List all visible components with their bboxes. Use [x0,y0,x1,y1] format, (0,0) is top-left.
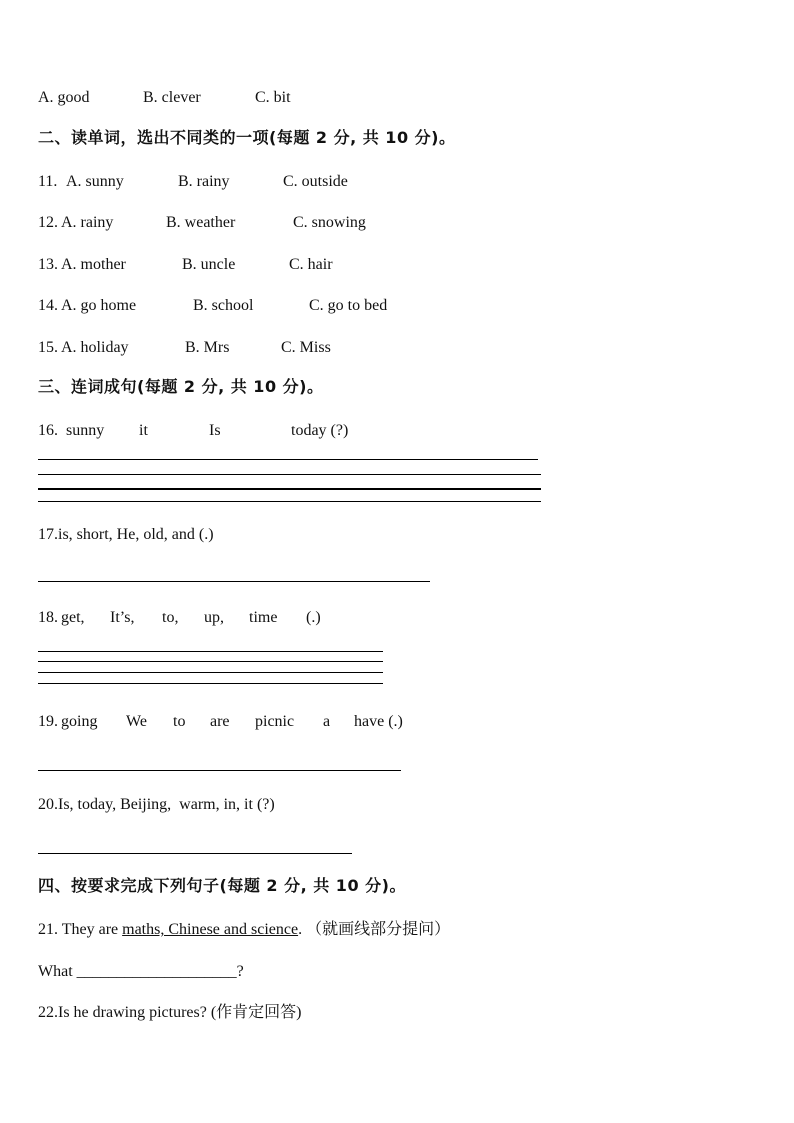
q12-option-c: C. snowing [293,214,366,231]
section-4-heading: 四、按要求完成下列句子(每题 2 分, 共 10 分)。 [38,876,406,895]
q13-option-c: C. hair [289,256,333,273]
q18-answer-line[interactable] [38,661,383,662]
q21-underlined-phrase: maths, Chinese and science [122,921,299,938]
section-2-heading: 二、读单词，选出不同类的一项(每题 2 分, 共 10 分)。 [38,128,456,147]
q17-answer-line[interactable] [38,581,430,582]
q19-word: are [210,713,230,730]
q13-number: 13. [38,256,58,273]
q18-word: get, [61,609,85,626]
q14-option-c: C. go to bed [309,297,388,314]
q22-prompt: 22.Is he drawing pictures? (作肯定回答) [38,1004,302,1021]
q15-number: 15. [38,339,58,356]
q11-option-a: A. sunny [66,173,124,190]
q13-option-a: A. mother [61,256,126,273]
q19-word: We [126,713,147,730]
q19-word: picnic [255,713,295,730]
q16-word: sunny [66,422,105,439]
q16-answer-line[interactable] [38,488,541,490]
q18-number: 18. [38,609,58,626]
q12-option-a: A. rainy [61,214,114,231]
q16-word: today (?) [291,422,349,439]
q10-option-c: C. bit [255,89,291,106]
section-3-heading: 三、连词成句(每题 2 分, 共 10 分)。 [38,377,324,396]
q11-number: 11. [38,173,58,190]
q21-prefix: They are [58,921,123,938]
q19-answer-line[interactable] [38,770,401,771]
q19-word: a [323,713,331,730]
q16-word: it [139,422,148,439]
q19-word: have (.) [354,713,403,730]
q14-option-a: A. go home [61,297,137,314]
q12-option-b: B. weather [166,214,236,231]
q18-answer-line[interactable] [38,651,383,652]
q18-word: It’s, [110,609,135,626]
q21-number: 21. [38,921,58,938]
q18-answer-line[interactable] [38,672,383,673]
q21-instruction: . （就画线部分提问） [298,921,451,938]
q11-option-c: C. outside [283,173,348,190]
q18-word: up, [204,609,224,626]
q15-option-a: A. holiday [61,339,129,356]
q21-answer-prompt[interactable]: What ____________________? [38,963,244,980]
q14-number: 14. [38,297,58,314]
q16-answer-line[interactable] [38,474,541,475]
q11-option-b: B. rainy [178,173,230,190]
q14-option-b: B. school [193,297,254,314]
q16-word: Is [209,422,221,439]
q17-prompt: 17.is, short, He, old, and (.) [38,526,214,543]
q18-word: time [249,609,278,626]
q16-number: 16. [38,422,58,439]
q10-option-b: B. clever [143,89,201,106]
q18-word: (.) [306,609,321,626]
q19-word: going [61,713,98,730]
q21-prompt [38,920,450,940]
q12-number: 12. [38,214,58,231]
q15-option-c: C. Miss [281,339,331,356]
q18-word: to, [162,609,179,626]
q16-answer-line[interactable] [38,459,538,460]
q20-prompt: 20.Is, today, Beijing, warm, in, it (?) [38,796,275,813]
q15-option-b: B. Mrs [185,339,230,356]
q13-option-b: B. uncle [182,256,236,273]
q18-answer-line[interactable] [38,683,383,684]
q16-answer-line[interactable] [38,501,541,502]
q10-option-a: A. good [38,89,90,106]
q19-number: 19. [38,713,58,730]
q19-word: to [173,713,186,730]
q20-answer-line[interactable] [38,853,352,854]
